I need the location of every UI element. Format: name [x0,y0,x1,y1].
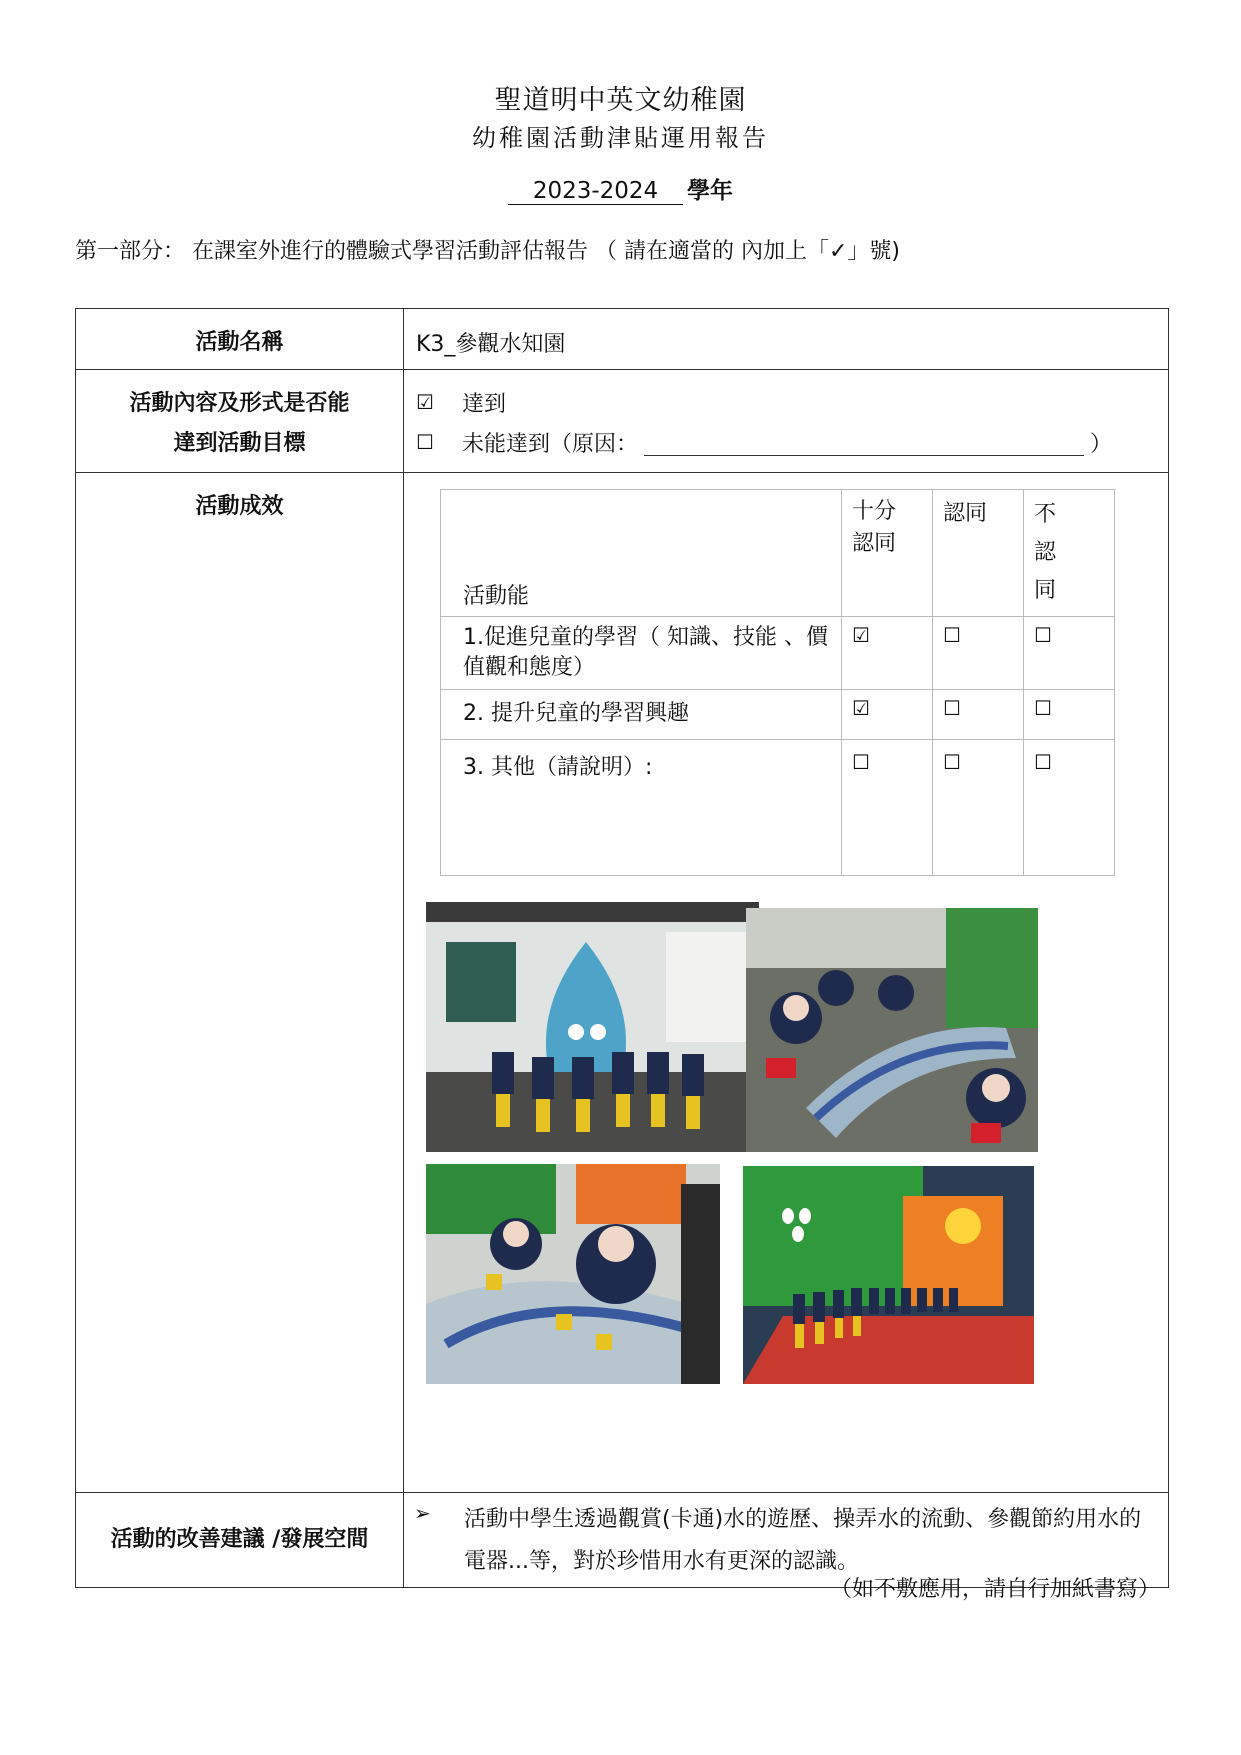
unchecked-box-icon[interactable]: ☐ [416,430,434,454]
goal-not-achieved-label: 未能達到（原因： [462,431,639,457]
checked-box-icon[interactable]: ☑ [852,696,870,720]
eval-item-3: 3. 其他（請說明）: [441,740,842,876]
eval-header-strongly-agree: 十分認同 [842,490,933,617]
eval-header-item: 活動能 [441,490,842,617]
year-value: 2023-2024 [508,178,683,205]
eval-header-agree: 認同 [933,490,1024,617]
eval-item-1: 1.促進兒童的學習（ 知識、技能 、價值觀和態度） [441,617,842,690]
goal-options [404,370,1169,473]
photo-gallery [416,902,1168,1492]
evaluation-table [440,489,1115,876]
goal-label-line-1: 活動內容及形式是否能 [129,391,350,416]
unchecked-box-icon[interactable]: ☐ [943,696,961,720]
goal-achieved-label: 達到 [462,391,507,417]
photo-mascot [426,902,759,1152]
reason-field[interactable] [644,429,1084,456]
goal-label-line-2: 達到活動目標 [173,431,306,456]
checked-box-icon[interactable]: ☑ [852,623,870,647]
photo-water-table [426,1164,720,1384]
year-label: 學年 [687,178,733,204]
checked-box-icon[interactable]: ☑ [416,390,434,414]
goal-label [76,370,404,473]
effect-label: 活動成效 [76,473,404,1493]
unchecked-box-icon[interactable]: ☐ [943,750,961,774]
improvement-item [404,1499,1160,1583]
unchecked-box-icon[interactable]: ☐ [1034,623,1052,647]
effect-content [404,473,1169,1493]
eval-row [441,617,1115,690]
unchecked-box-icon[interactable]: ☐ [1034,750,1052,774]
eval-row [441,690,1115,740]
school-name: 聖道明中英文幼稚園 [494,85,747,116]
goal-achieved-option[interactable] [416,382,1156,422]
unchecked-box-icon[interactable]: ☐ [1034,696,1052,720]
photo-water-channel [746,908,1038,1152]
activity-name-text: K3_參觀水知園 [416,332,566,357]
unchecked-box-icon[interactable]: ☐ [852,750,870,774]
goal-not-achieved-option[interactable] [416,422,1156,462]
section-title: 第一部分： 在課室外進行的體驗式學習活動評估報告 （ 請在適當的 內加上「✓」號) [75,239,900,264]
eval-item-2: 2. 提升兒童的學習興趣 [441,690,842,740]
school-year [0,172,1241,205]
improvement-label: 活動的改善建議 /發展空間 [76,1493,404,1588]
unchecked-box-icon[interactable]: ☐ [943,623,961,647]
footnote: （如不敷應用，請自行加紙書寫） [829,1577,1160,1602]
activity-name-label: 活動名稱 [76,309,404,370]
goal-close-paren: ） [1090,431,1113,457]
report-table [75,308,1169,1588]
report-title: 幼稚園活動津貼運用報告 [472,124,769,152]
improvement-text: 活動中學生透過觀賞(卡通)水的遊歷、操弄水的流動、參觀節約用水的電器...等，對於珍惜用水有更深的認識。 [464,1507,1142,1574]
eval-header-disagree: 不認同 [1024,490,1115,617]
activity-name-value [404,309,1169,370]
photo-line-up [743,1166,1034,1384]
arrow-bullet-icon: ➢ [414,1501,431,1525]
eval-row [441,740,1115,876]
